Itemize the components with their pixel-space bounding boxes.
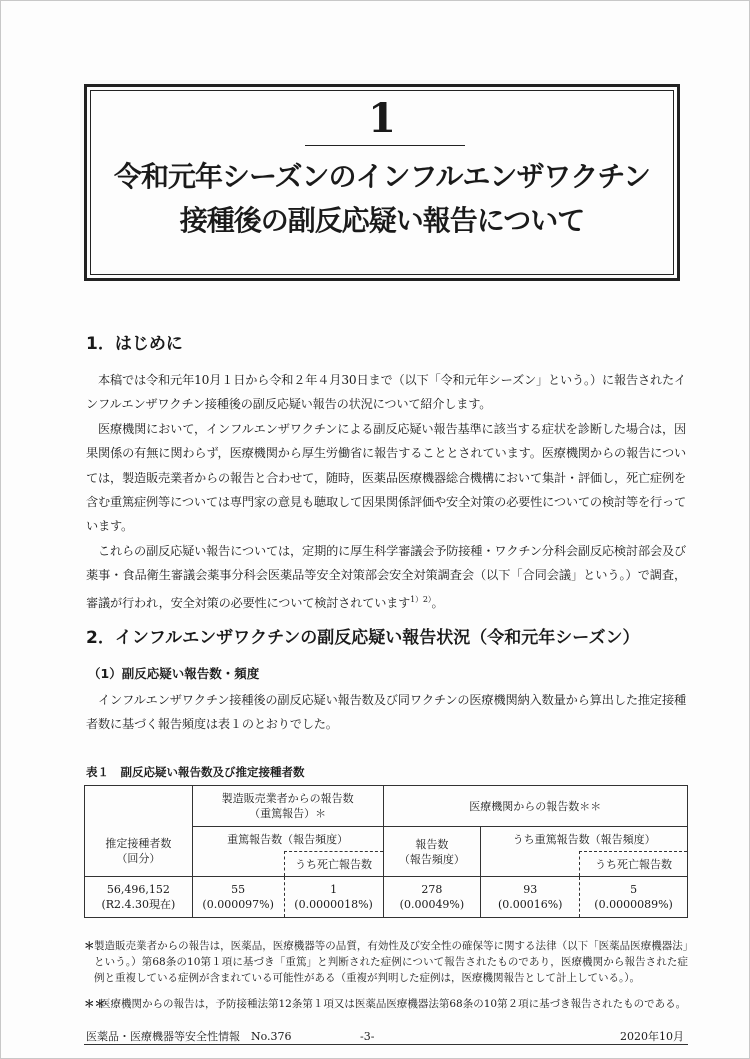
table1-header-row1	[85, 786, 688, 827]
table1-header-reports	[383, 827, 481, 877]
footnote2-mark: ＊＊	[84, 998, 105, 1010]
section1-paragraph3-end: 。	[431, 595, 444, 610]
section2-subheading: （1）副反応疑い報告数・頻度	[88, 666, 260, 681]
section1-paragraph3-text: これらの副反応疑い報告については，定期的に厚生科学審議会予防接種・ワクチン分科会副反応検討部会及び薬事・食品衛生審議会薬事分科会医薬品等安全対策部会安全対策調査会（以下「合同会議」という。）で調査，審議が行われ，安全対策の必要性について検討されています	[86, 544, 686, 610]
table1-serious-freq: (0.000097%)	[202, 898, 274, 911]
footnote2-text: 医療機関からの報告は，予防接種法第12条第１項又は医薬品医療機器法第68条の10第２項に基づき報告されたものである。	[100, 998, 687, 1010]
table1-header-row2	[85, 827, 688, 852]
table1-persons-value: 56,496,152	[106, 883, 170, 896]
section2-paragraph1: インフルエンザワクチン接種後の副反応疑い報告数及び同ワクチンの医療機関納入数量から算出した推定接種者数に基づく報告頻度は表１のとおりでした。	[86, 693, 686, 732]
table1-footnote1	[84, 938, 688, 986]
table1-header-mfr-label: 製造販売業者からの報告数	[221, 792, 354, 805]
table1-cell-reports	[383, 877, 481, 918]
footnote1-mark: ＊	[84, 940, 95, 952]
table1-header-med-serious-spacer	[481, 852, 580, 877]
footer-rule	[84, 1044, 688, 1045]
table1-header-med-death: うち死亡報告数	[580, 852, 688, 877]
table1-header-med-serious: うち重篤報告数（報告頻度）	[481, 827, 688, 852]
table1-header-persons	[85, 827, 193, 877]
table1-header-med: 医療機関からの報告数＊＊	[383, 786, 687, 827]
table1-reports-value: 278	[421, 883, 443, 896]
table1-death-value: 1	[330, 883, 338, 896]
table1-med-death-freq: (0.0000089%)	[594, 898, 673, 911]
table1-persons-date: (R2.4.30現在)	[101, 898, 176, 911]
table1-death-freq: (0.0000018%)	[294, 898, 373, 911]
reference-superscript: 1）2）	[410, 594, 432, 604]
table1-header-reports-freq: （報告頻度）	[398, 852, 465, 866]
table1-caption: 表１ 副反応疑い報告数及び推定接種者数	[86, 765, 305, 779]
section1-paragraph3	[86, 539, 686, 615]
table1-header-persons-label: 推定接種者数	[105, 837, 172, 851]
footer-page-number: -3-	[360, 1030, 375, 1043]
chapter-title-box	[84, 84, 680, 281]
table1-cell-med-serious	[481, 877, 580, 918]
chapter-title-line1: 令和元年シーズンのインフルエンザワクチン	[113, 160, 651, 193]
table1-cell-persons	[85, 877, 193, 918]
table1-header-reports-label: 報告数	[415, 837, 449, 851]
table1-cell-death	[284, 877, 383, 918]
footer-publication: 医薬品・医療機器等安全性情報 No.376	[86, 1030, 292, 1043]
chapter-title-line2: 接種後の副反応疑い報告について	[179, 204, 585, 237]
table-row	[85, 877, 688, 918]
table1-header-blank	[85, 786, 193, 827]
table1-med-serious-freq: (0.00016%)	[497, 898, 563, 911]
footer-date: 2020年10月	[620, 1030, 684, 1043]
table1-header-serious-spacer	[192, 852, 284, 877]
section2-heading: 2．インフルエンザワクチンの副反応疑い報告状況（令和元年シーズン）	[86, 628, 640, 648]
table1-header-mfr	[192, 786, 383, 827]
section1-paragraph2: 医療機関において，インフルエンザワクチンによる副反応疑い報告基準に該当する症状を診断した場合は，因果関係の有無に関わらず，医療機関から厚生労働省に報告することとされています。医療機関からの報告については，製造販売業者からの報告と合わせて，随時，医薬品医療機器総合機構において集計・評価し，死亡症例を含む重篤症例等については専門家の意見も聴取して因果関係評価や安全対策の必要性についての検討等を行っています。	[86, 422, 686, 534]
table1-header-persons-unit: （回分）	[116, 852, 161, 866]
table1-header-mfr-sub: （重篤報告）＊	[249, 807, 327, 820]
table1-med-serious-value: 93	[523, 883, 538, 896]
table1-med-death-value: 5	[630, 883, 638, 896]
table1-reports-freq: (0.00049%)	[399, 898, 465, 911]
table1-header-serious: 重篤報告数（報告頻度）	[192, 827, 383, 852]
table1-cell-serious	[192, 877, 284, 918]
footnote1-text: 製造販売業者からの報告は，医薬品，医療機器等の品質，有効性及び安全性の確保等に関する法律（以下「医薬品医療機器法」という。）第68条の10第１項に基づき「重篤」と判断された症例について報告されたものであり，医療機関から報告された症例と重複している症例が含まれている可能性がある（重複が判明した症例は，医療機関報告として計上している。）。	[94, 940, 688, 984]
table1-serious-value: 55	[231, 883, 246, 896]
chapter-number-rule	[305, 145, 465, 146]
table1-header-death: うち死亡報告数	[284, 852, 383, 877]
table1-cell-med-death	[580, 877, 688, 918]
table1	[84, 785, 688, 918]
section1-heading: 1．はじめに	[86, 334, 183, 354]
chapter-number: 1	[368, 95, 396, 142]
section1-paragraph1: 本稿では令和元年10月１日から令和２年４月30日まで（以下「令和元年シーズン」という。）に報告されたインフルエンザワクチン接種後の副反応疑い報告の状況について紹介します。	[86, 373, 686, 412]
table1-footnote2	[84, 996, 688, 1012]
